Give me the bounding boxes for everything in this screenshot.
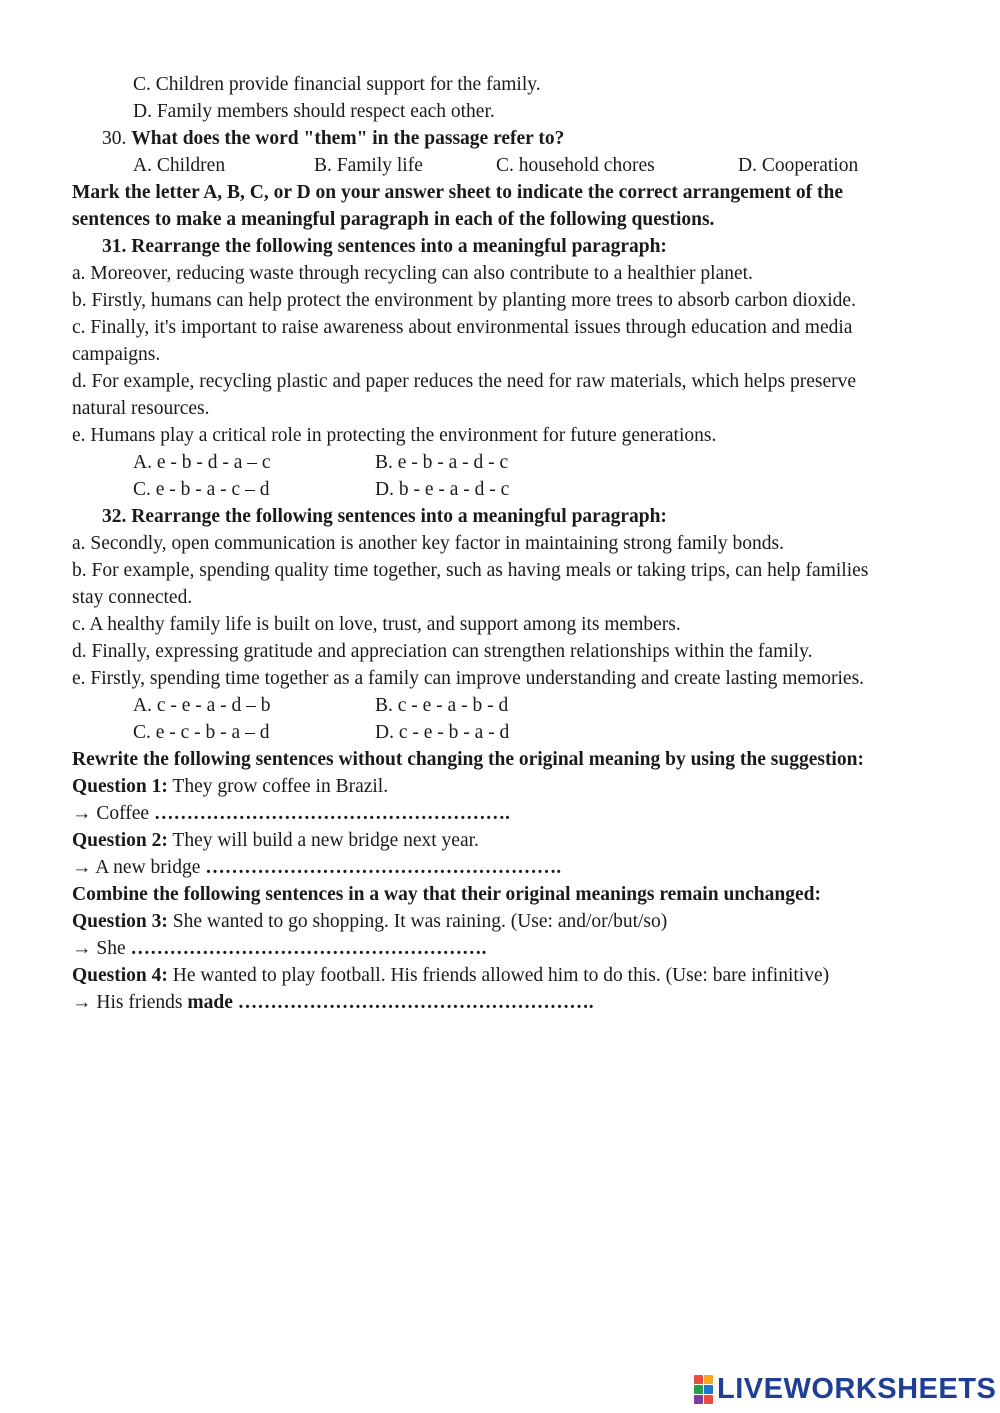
question-4-prompt: → His friends [72,992,188,1013]
liveworksheets-logo-text: LIVEWORKSHEETS [717,1372,997,1405]
question-2-text: They will build a new bridge next year. [167,830,479,851]
question-4-text: He wanted to play football. His friends allowed him to do this. (Use: bare infinitive) [167,965,830,986]
logo-square [704,1375,713,1384]
q32-sentence-b-cont: stay connected. [72,587,193,608]
question-1-text: They grow coffee in Brazil. [167,776,389,797]
q32-sentence-e: e. Firstly, spending time together as a family can improve understanding and create lasting memories. [72,668,865,689]
question-4-blank[interactable]: ………………………………………………. [232,992,594,1013]
question-1-label: Question 1: [72,776,168,797]
question-3-answer [72,935,486,962]
liveworksheets-logo [694,1372,996,1406]
question-2 [72,827,479,854]
question-3 [72,908,667,935]
question-2-prompt: → A new bridge [72,857,206,878]
q30-option-a: A. Children [133,155,226,176]
q30-text: What does the word "them" in the passage refer to? [131,128,565,149]
q32-sentence-d: d. Finally, expressing gratitude and appreciation can strengthen relationships within the family. [72,641,813,662]
q31-sentence-e: e. Humans play a critical role in protecting the environment for future generations. [72,425,717,446]
question-2-blank[interactable]: ………………………………………………. [205,857,562,878]
logo-square [694,1385,703,1394]
logo-square [694,1375,703,1384]
q31-option-a: A. e - b - d - a – c [133,452,271,473]
logo-square [704,1395,713,1404]
question-1-prompt: → Coffee [72,803,154,824]
q32-title: 32. Rearrange the following sentences into a meaningful paragraph: [102,506,667,527]
q31-sentence-d-cont: natural resources. [72,398,210,419]
question-1-blank[interactable]: ………………………………………………. [153,803,510,824]
combine-instruction: Combine the following sentences in a way that their original meanings remain unchanged: [72,884,821,905]
arrangement-instruction-line1: Mark the letter A, B, C, or D on your answer sheet to indicate the correct arrangement of the [72,182,843,203]
q31-option-d: D. b - e - a - d - c [375,479,510,500]
q32-option-d: D. c - e - b - a - d [375,722,510,743]
q30-question [102,125,564,152]
rewrite-instruction: Rewrite the following sentences without changing the original meaning by using the suggestion: [72,749,864,770]
arrangement-instruction-line2: sentences to make a meaningful paragraph in each of the following questions. [72,209,715,230]
q29-option-c: C. Children provide financial support for the family. [133,74,541,95]
q31-option-c: C. e - b - a - c – d [133,479,270,500]
q30-option-b: B. Family life [314,155,423,176]
q32-sentence-c: c. A healthy family life is built on love, trust, and support among its members. [72,614,681,635]
question-1-answer [72,800,510,827]
q32-sentence-b: b. For example, spending quality time together, such as having meals or taking trips, can help families [72,560,869,581]
q29-option-d: D. Family members should respect each other. [133,101,495,122]
q31-sentence-a: a. Moreover, reducing waste through recycling can also contribute to a healthier planet. [72,263,753,284]
q31-sentence-c-cont: campaigns. [72,344,161,365]
logo-square [704,1385,713,1394]
q30-option-c: C. household chores [496,155,655,176]
liveworksheets-logo-icon [694,1375,713,1404]
q32-option-a: A. c - e - a - d – b [133,695,271,716]
question-4-made: made [187,992,233,1013]
question-4-label: Question 4: [72,965,168,986]
q30-number: 30. [102,128,132,149]
question-3-blank[interactable]: ………………………………………………. [130,938,487,959]
q32-option-c: C. e - c - b - a – d [133,722,270,743]
q31-sentence-c: c. Finally, it's important to raise awareness about environmental issues through education and media [72,317,853,338]
logo-square [694,1395,703,1404]
question-3-label: Question 3: [72,911,168,932]
q31-sentence-d: d. For example, recycling plastic and paper reduces the need for raw materials, which helps preserve [72,371,857,392]
question-2-label: Question 2: [72,830,168,851]
q32-sentence-a: a. Secondly, open communication is another key factor in maintaining strong family bonds. [72,533,784,554]
question-3-text: She wanted to go shopping. It was raining. (Use: and/or/but/so) [167,911,668,932]
q31-title: 31. Rearrange the following sentences into a meaningful paragraph: [102,236,667,257]
q32-option-b: B. c - e - a - b - d [375,695,509,716]
question-3-prompt: → She [72,938,131,959]
q31-option-b: B. e - b - a - d - c [375,452,509,473]
question-4-answer [72,989,594,1016]
q30-option-d: D. Cooperation [738,155,859,176]
question-2-answer [72,854,561,881]
q31-sentence-b: b. Firstly, humans can help protect the environment by planting more trees to absorb carbon dioxide. [72,290,856,311]
question-4 [72,962,829,989]
question-1 [72,773,388,800]
